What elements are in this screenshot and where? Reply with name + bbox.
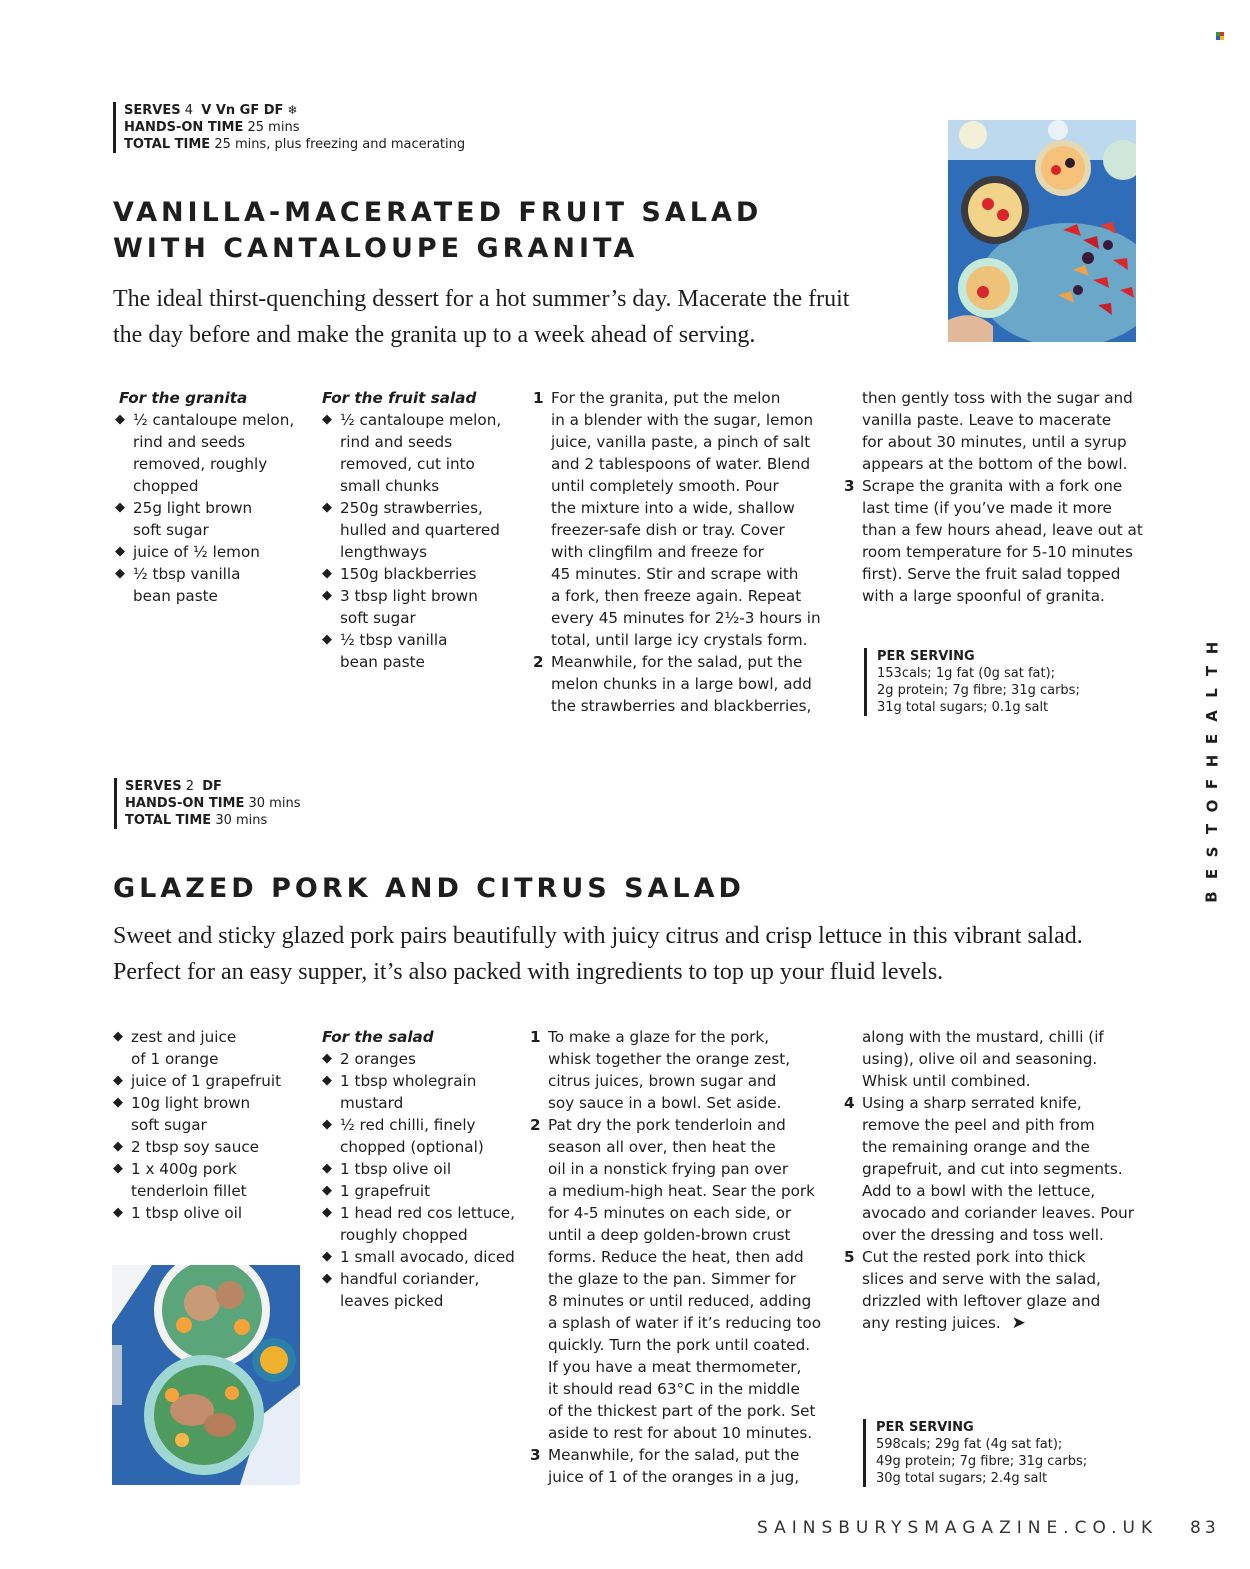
recipe2-nutrition: PER SERVING 598cals; 29g fat (4g sat fat); 49g protein; 7g fibre; 31g carbs; 30g total sugars; 2.4g salt (863, 1419, 1126, 1487)
list-item: ◆ ½ cantaloupe melon, rind and seeds removed, roughly chopped (115, 411, 295, 495)
diamond-bullet-icon: ◆ (322, 588, 332, 603)
recipe1-title (113, 195, 762, 267)
granita-heading: For the granita (119, 389, 248, 407)
diamond-bullet-icon: ◆ (115, 566, 125, 581)
sidebar-letter: T (1202, 823, 1221, 835)
recipe2-salad-ingredients (322, 1026, 527, 1312)
method-step: 5 Cut the rested pork into thick slices and serve with the salad, drizzled with leftover glaze and any resting juices. ➤ (844, 1248, 1101, 1333)
recipe2-totaltime: TOTAL TIME 30 mins (125, 813, 268, 828)
fruit-salad-heading: For the fruit salad (322, 389, 477, 407)
step-number: 5 (844, 1248, 855, 1266)
recipe1-serves: SERVES 4 V Vn GF DF ❄ (124, 103, 298, 118)
diamond-bullet-icon: ◆ (113, 1029, 123, 1044)
recipe2-handson: HANDS-ON TIME 30 mins (125, 796, 301, 811)
recipe2-meta (114, 778, 300, 829)
method-step: 2 Pat dry the pork tenderloin and season all over, then heat the oil in a nonstick frying pan over a medium-high heat. Sear the pork for 4-5 minutes on each side, or until a deep golden-brown crust forms. Reduce the heat, then add the glaze to the pan. Simmer for 8 minutes or until reduced, adding a splash of water if it’s reducing too quickly. Turn the pork until coated. If you have a meat thermometer, it should read 63°C in the middle of the thickest part of the pork. Set aside to rest for about 10 minutes. (530, 1116, 822, 1442)
sidebar-letter: B (1203, 891, 1221, 903)
diamond-bullet-icon: ◆ (115, 412, 125, 427)
sidebar-letter: O (1202, 799, 1221, 813)
list-item: ◆ ½ red chilli, finely chopped (optional) (322, 1116, 484, 1156)
recipe2-glaze-ingredients (113, 1026, 303, 1224)
sidebar-letter: S (1203, 846, 1221, 858)
recipe1-method-col1 (533, 387, 833, 717)
method-step: 3 Scrape the granita with a fork one last time (if you’ve made it more than a few hours ahead, leave out at room temperature for 5-10 minutes first). Serve the fruit salad topped with a large spoonful of granita. (844, 477, 1143, 605)
diamond-bullet-icon: ◆ (322, 1161, 332, 1176)
sidebar-letter: E (1203, 733, 1221, 744)
method-step-continued: then gently toss with the sugar and vanilla paste. Leave to macerate for about 30 minutes, until a syrup appears at the bottom of the bowl. (862, 389, 1133, 473)
diamond-bullet-icon: ◆ (113, 1161, 123, 1176)
step-number: 3 (844, 477, 855, 495)
list-item: ◆ zest and juice of 1 orange (113, 1028, 237, 1068)
list-item: ◆ 1 x 400g pork tenderloin fillet (113, 1160, 247, 1200)
step-number: 4 (844, 1094, 855, 1112)
diamond-bullet-icon: ◆ (115, 500, 125, 515)
page-number: 83 (1190, 1518, 1220, 1538)
method-step: 2 Meanwhile, for the salad, put the melon chunks in a large bowl, add the strawberries and blackberries, (533, 653, 812, 715)
list-item: ◆ 25g light brown soft sugar (115, 499, 253, 539)
recipe1-method-col2 (844, 387, 1154, 607)
diamond-bullet-icon: ◆ (322, 500, 332, 515)
arrow-right-icon: ➤ (1011, 1313, 1026, 1333)
list-item: ◆ handful coriander, leaves picked (322, 1270, 480, 1310)
list-item: ◆ 10g light brown soft sugar (113, 1094, 251, 1134)
diamond-bullet-icon: ◆ (322, 1249, 332, 1264)
recipe2-method-col1 (530, 1026, 835, 1488)
recipe2-serves: SERVES 2 DF (125, 779, 222, 794)
recipe1-meta (113, 102, 465, 153)
diamond-bullet-icon: ◆ (113, 1095, 123, 1110)
recipe2-method-col2 (844, 1026, 1144, 1334)
list-item: ◆ ½ tbsp vanilla bean paste (115, 565, 241, 605)
list-item: ◆ 1 tbsp wholegrain mustard (322, 1072, 477, 1112)
sidebar-letter: F (1203, 778, 1221, 789)
fruit-salad-photo (948, 120, 1136, 342)
recipe1-salad-ingredients (322, 387, 522, 673)
diamond-bullet-icon: ◆ (115, 544, 125, 559)
list-item: ◆ 1 tbsp olive oil (113, 1204, 243, 1222)
diamond-bullet-icon: ◆ (322, 1051, 332, 1066)
diamond-bullet-icon: ◆ (322, 1271, 332, 1286)
sidebar-letter: A (1202, 710, 1221, 722)
diamond-bullet-icon: ◆ (113, 1139, 123, 1154)
list-item: ◆ 1 head red cos lettuce, roughly chopped (322, 1204, 515, 1244)
method-step: 4 Using a sharp serrated knife, remove the peel and pith from the remaining orange and the grapefruit, and cut into segments. Add to a bowl with the lettuce, avocado and coriander leaves. Pour over the dressing and toss well. (844, 1094, 1135, 1244)
step-number: 2 (533, 653, 544, 671)
diamond-bullet-icon: ◆ (322, 632, 332, 647)
salad-heading: For the salad (322, 1028, 434, 1046)
list-item: ◆ 2 oranges (322, 1050, 416, 1068)
list-item: ◆ 250g strawberries, hulled and quartered lengthways (322, 499, 500, 561)
diamond-bullet-icon: ◆ (322, 1117, 332, 1132)
diamond-bullet-icon: ◆ (322, 566, 332, 581)
step-number: 1 (530, 1028, 541, 1046)
diamond-bullet-icon: ◆ (322, 1183, 332, 1198)
list-item: ◆ ½ cantaloupe melon, rind and seeds removed, cut into small chunks (322, 411, 502, 495)
list-item: ◆ 2 tbsp soy sauce (113, 1138, 260, 1156)
method-step: 3 Meanwhile, for the salad, put the juice of 1 of the oranges in a jug, (530, 1446, 800, 1486)
diamond-bullet-icon: ◆ (113, 1205, 123, 1220)
list-item: ◆ 1 small avocado, diced (322, 1248, 515, 1266)
sidebar-letter: H (1203, 641, 1221, 655)
step-number: 3 (530, 1446, 541, 1464)
sidebar-letter: T (1202, 665, 1221, 676)
recipe1-title-line2: WITH CANTALOUPE GRANITA (113, 233, 639, 264)
footer-website[interactable]: SAINSBURYSMAGAZINE.CO.UK (757, 1518, 1159, 1538)
diamond-bullet-icon: ◆ (113, 1073, 123, 1088)
fruit-salad-photo-image (948, 120, 1136, 342)
pork-salad-photo (112, 1265, 300, 1485)
recipe2-title: GLAZED PORK AND CITRUS SALAD (113, 873, 745, 904)
list-item: ◆ juice of ½ lemon (115, 543, 260, 561)
recipe1-intro: The ideal thirst-quenching dessert for a hot summer’s day. Macerate the fruit the day before and make the granita up to a week ahead of serving. (113, 286, 850, 348)
diamond-bullet-icon: ◆ (322, 412, 332, 427)
sidebar-letter: E (1203, 869, 1221, 880)
list-item: ◆ juice of 1 grapefruit (113, 1072, 282, 1090)
list-item: ◆ 1 tbsp olive oil (322, 1160, 452, 1178)
sidebar-letter: L (1203, 688, 1221, 699)
diamond-bullet-icon: ◆ (322, 1073, 332, 1088)
method-step: 1 To make a glaze for the pork, whisk together the orange zest, citrus juices, brown sugar and soy sauce in a bowl. Set aside. (530, 1028, 791, 1112)
section-sidebar-label (1200, 640, 1224, 905)
method-step-continued: along with the mustard, chilli (if using), olive oil and seasoning. Whisk until combined. (862, 1028, 1104, 1090)
method-step: 1 For the granita, put the melon in a blender with the sugar, lemon juice, vanilla paste, a pinch of salt and 2 tablespoons of water. Blend until completely smooth. Pour the mixture into a wide, shallow freezer-safe dish or tray. Cover with clingfilm and freeze for 45 minutes. Stir and scrape with a fork, then freeze again. Repeat every 45 minutes for 2½-3 hours in total, until large icy crystals form. (533, 389, 821, 649)
recipe2-intro: Sweet and sticky glazed pork pairs beautifully with juicy citrus and crisp lettuce in this vibrant salad. Perfect for an easy supper, it’s also packed with ingredients to top up your fluid levels. (113, 923, 1083, 985)
snowflake-icon: ❄ (287, 103, 298, 117)
pork-salad-photo-image (112, 1265, 300, 1485)
recipe2-title-block (113, 871, 745, 907)
recipe1-title-line1: VANILLA-MACERATED FRUIT SALAD (113, 197, 763, 228)
step-number: 1 (533, 389, 544, 407)
recipe1-totaltime: TOTAL TIME 25 mins, plus freezing and macerating (124, 137, 466, 152)
list-item: ◆ 3 tbsp light brown soft sugar (322, 587, 478, 627)
list-item: ◆ 1 grapefruit (322, 1182, 431, 1200)
diamond-bullet-icon: ◆ (322, 1205, 332, 1220)
sidebar-letter: H (1203, 754, 1221, 768)
recipe1-handson: HANDS-ON TIME 25 mins (124, 120, 300, 135)
recipe1-granita-ingredients (115, 387, 305, 607)
list-item: ◆ ½ tbsp vanilla bean paste (322, 631, 448, 671)
list-item: ◆ 150g blackberries (322, 565, 477, 583)
recipe1-nutrition: PER SERVING 153cals; 1g fat (0g sat fat); 2g protein; 7g fibre; 31g carbs; 31g total sugars; 0.1g salt (864, 648, 1127, 716)
color-mark-icon (1216, 32, 1224, 40)
step-number: 2 (530, 1116, 541, 1134)
